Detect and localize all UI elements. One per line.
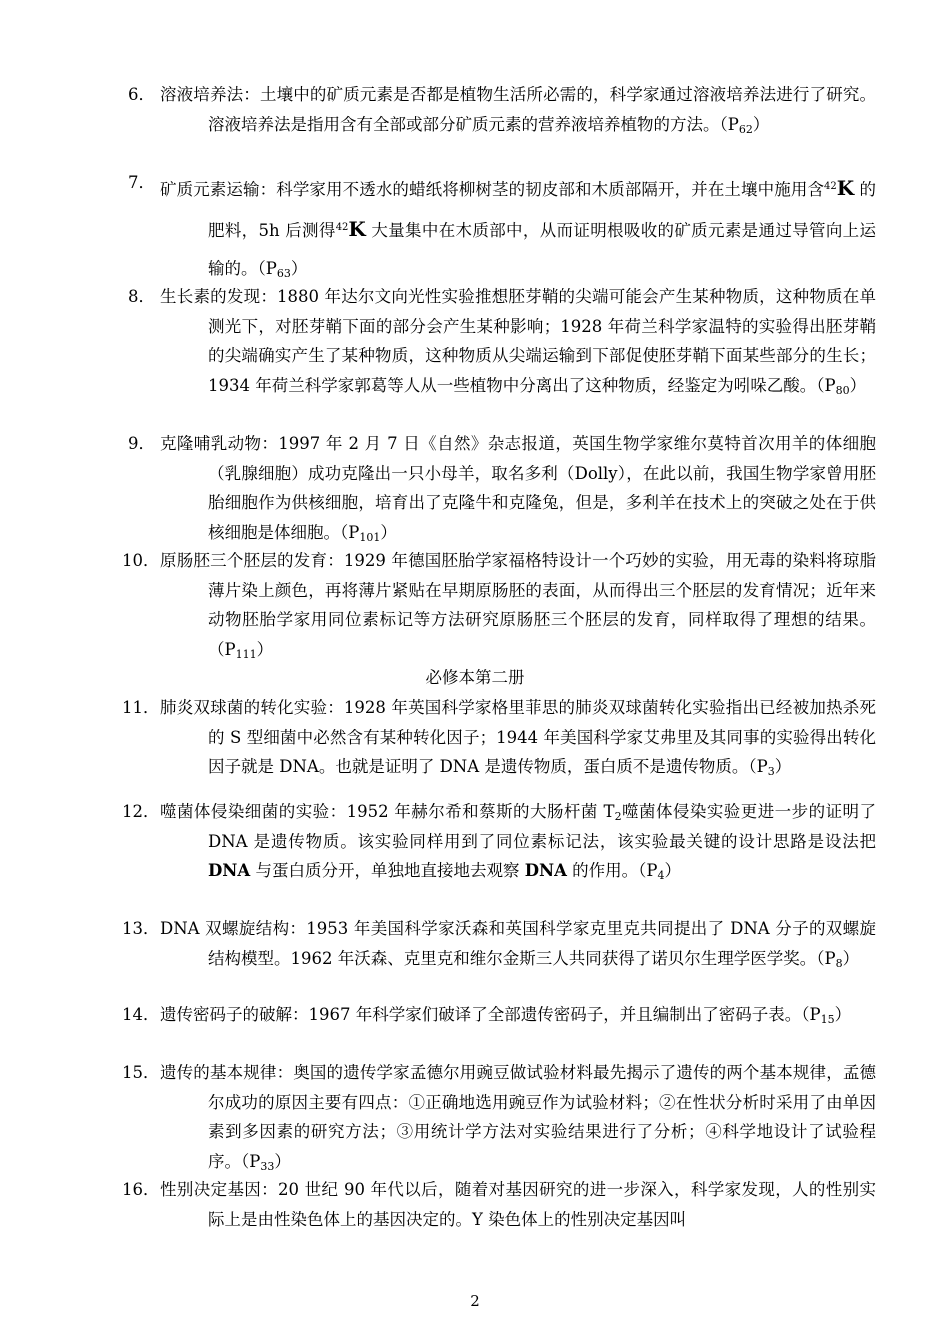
list-item [128,429,876,547]
item-number: 13． [122,919,160,938]
item-number: 15． [122,1063,160,1082]
item-number: 7． [128,173,155,192]
list-item [122,693,876,782]
list-item [122,1175,877,1234]
list-item [122,1058,877,1176]
list-item [122,546,876,664]
list-item [122,914,877,973]
section-title: 必修本第二册 [425,668,525,687]
item-text: 原肠胚三个胚层的发育：1929 年德国胚胎学家福格特设计一个巧妙的实验，用无毒的染料将琼脂薄片染上颜色，再将薄片紧贴在早期原肠胚的表面，从而得出三个胚层的发育情况；近年来动物胚胎学家用同位素标记等方法研究原肠胚三个胚层的发育，同样取得了理想的结果。$(P_{111})$ [160,551,876,661]
item-number: 14． [122,1005,160,1024]
item-text: 肺炎双球菌的转化实验：1928 年英国科学家格里菲思的肺炎双球菌转化实验指出已经被加热杀死的 S 型细菌中必然含有某种转化因子；1944 年美国科学家艾弗里及其同事的实验得出转化因子就是 DNA。也就是证明了 DNA 是遗传物质，蛋白质不是遗传物质。$(P_3)$ [160,698,876,778]
page-number: 2 [470,1292,480,1310]
item-text: 生长素的发现：1880 年达尔文向光性实验推想胚芽鞘的尖端可能会产生某种物质，这种物质在单测光下，对胚芽鞘下面的部分会产生某种影响；1928 年荷兰科学家温特的实验得出胚芽鞘的尖端确实产生了某种物质，这种物质从尖端运输到下部促使胚芽鞘下面某些部分的生长；1934 年荷兰科学家郭葛等人从一些植物中分离出了这种物质，经鉴定为吲哚乙酸。$(P_{80})$ [160,287,876,397]
item-text: 克隆哺乳动物：1997 年 2 月 7 日《自然》杂志报道，英国生物学家维尔莫特首次用羊的体细胞（乳腺细胞）成功克隆出一只小母羊，取名多利（Dolly），在此以前，我国生物学家曾用胚胎细胞作为供核细胞，培育出了克隆牛和克隆兔，但是，多利羊在技术上的突破之处在于供核细胞是体细胞。$(P_{101})$ [160,434,876,544]
item-number: 12． [122,802,160,821]
list-item [128,282,876,400]
item-number: 16． [122,1180,160,1199]
item-text: 遗传密码子的破解：1967 年科学家们破译了全部遗传密码子，并且编制出了密码子表。$(P_{15})$ [160,1005,852,1026]
list-item [128,80,876,139]
item-text: 噬菌体侵染细菌的实验：1952 年赫尔希和蔡斯的大肠杆菌 $T_2$噬菌体侵染实验更进一步的证明了 DNA 是遗传物质。该实验同样用到了同位素标记法，该实验最关键的设计思路是设法把 DNA 与蛋白质分开，单独地直接地去观察 DNA 的作用。$(P_4)$ [160,802,877,882]
list-item [122,797,877,886]
list-item [122,1000,876,1030]
item-text: 矿质元素运输：科学家用不透水的蜡纸将柳树茎的韧皮部和木质部隔开，并在土壤中施用含$^{42}$K 的肥料，5h 后测得$^{42}$K 大量集中在木质部中，从而证明根吸收的矿质元素是通过导管向上运输的。$(P_{63})$ [160,176,877,280]
item-number: 6． [128,85,155,104]
item-number: 11． [122,698,160,717]
item-text: 遗传的基本规律：奥国的遗传学家孟德尔用豌豆做试验材料最先揭示了遗传的两个基本规律，孟德尔成功的原因主要有四点：①正确地选用豌豆作为试验材料；②在性状分析时采用了由单因素到多因素的研究方法；③用统计学方法对实验结果进行了分析；④科学地设计了试验程序。$(P_{33})$ [160,1063,877,1173]
item-text: 溶液培养法：土壤中的矿质元素是否都是植物生活所必需的，科学家通过溶液培养法进行了研究。溶液培养法是指用含有全部或部分矿质元素的营养液培养植物的方法。$(P_{62})$ [160,85,877,136]
item-number: 8． [128,287,155,306]
list-item [128,168,876,288]
item-text: 性别决定基因：20 世纪 90 年代以后，随着对基因研究的进一步深入，科学家发现，人的性别实际上是由性染色体上的基因决定的。Y 染色体上的性别决定基因叫 [160,1180,877,1229]
item-number: 9． [128,434,155,453]
item-text: DNA 双螺旋结构：1953 年美国科学家沃森和英国科学家克里克共同提出了 DNA 分子的双螺旋结构模型。1962 年沃森、克里克和维尔金斯三人共同获得了诺贝尔生理学医学奖。$(P_8)$ [160,919,877,970]
item-number: 10． [122,551,160,570]
